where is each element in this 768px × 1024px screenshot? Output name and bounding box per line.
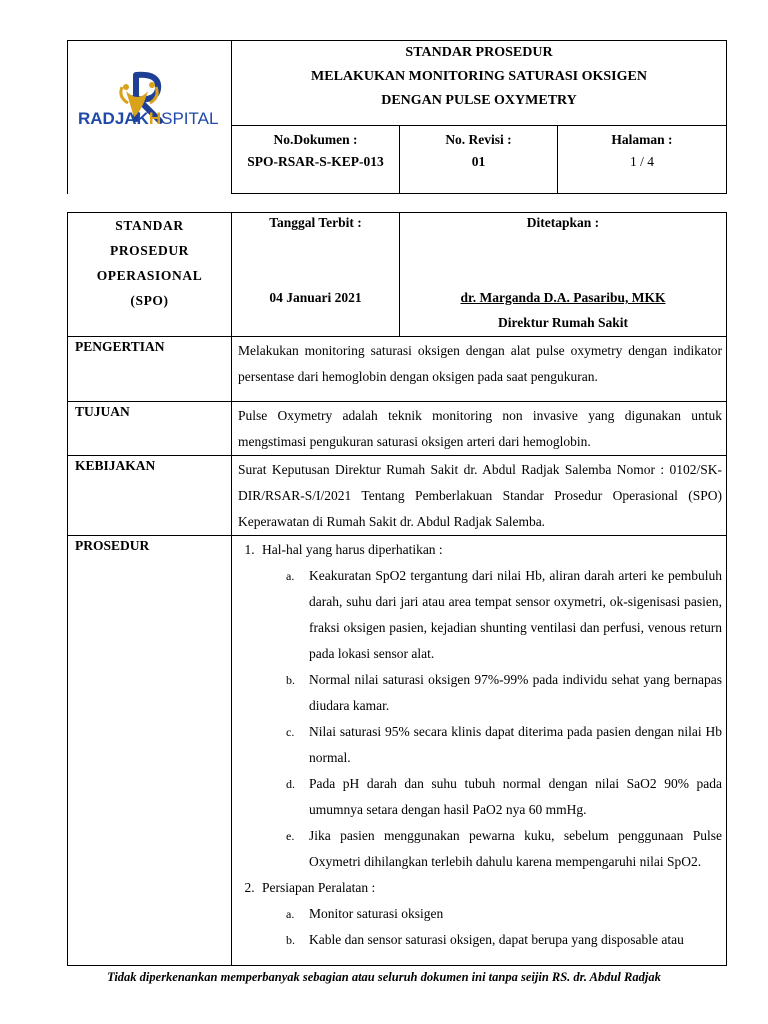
item-text: Nilai saturasi 95% secara klinis dapat diterima pada pasien dengan nilai Hb normal. — [309, 724, 722, 765]
page-cell — [558, 126, 727, 194]
item-mark: c. — [286, 725, 295, 739]
prosedur-content — [232, 536, 727, 966]
prosedur-label: PROSEDUR — [68, 536, 232, 966]
pengertian-text: Melakukan monitoring saturasi oksigen dengan alat pulse oxymetry dengan indikator persentase dari hemoglobin dengan oksigen pada saat pengukuran. — [232, 337, 727, 402]
item-text: Keakuratan SpO2 tergantung dari nilai Hb, aliran darah arteri ke pembuluh darah, suhu dari jari atau area tempat sensor oxymetri, ok-sigenisasi pasien, fraksi oksigen pasien, kejadian shunting ventilasi dan perfusi, venous return pada lokasi sensor alat. — [309, 568, 722, 661]
procedure-steps — [238, 537, 722, 953]
page-value: 1 / 4 — [629, 154, 654, 169]
list-item — [286, 901, 722, 927]
kebijakan-label: KEBIJAKAN — [68, 456, 232, 536]
body-table — [67, 212, 727, 966]
list-item — [286, 927, 722, 953]
list-item — [286, 823, 722, 875]
pengertian-label: PENGERTIAN — [68, 337, 232, 402]
doc-number-value: SPO-RSAR-S-KEP-013 — [247, 154, 384, 169]
procedure-step — [258, 537, 722, 875]
tujuan-label: TUJUAN — [68, 402, 232, 456]
footer-notice: Tidak diperkenankan memperbanyak sebagian atau seluruh dokumen ini tanpa seijin RS. dr. Abdul Radjak — [107, 970, 661, 984]
list-item — [286, 719, 722, 771]
tujuan-text: Pulse Oxymetry adalah teknik monitoring non invasive yang digunakan untuk mengstimasi pengukuran saturasi oksigen arteri dari hemoglobin. — [232, 402, 727, 456]
revision-label: No. Revisi : — [445, 132, 512, 147]
hospital-name-part3: SPITAL — [161, 109, 219, 128]
item-mark: b. — [286, 673, 295, 687]
item-mark: e. — [286, 829, 295, 843]
title-line-1: STANDAR PROSEDUR — [405, 45, 553, 60]
step-title: Hal-hal yang harus diperhatikan : — [262, 542, 443, 557]
step-items — [262, 563, 722, 875]
page-label: Halaman : — [611, 132, 673, 147]
doc-number-label: No.Dokumen : — [273, 132, 358, 147]
spo-line-1: STANDAR — [115, 218, 184, 233]
revision-value: 01 — [471, 154, 486, 169]
issue-date-value: 04 Januari 2021 — [269, 290, 362, 305]
list-item — [286, 563, 722, 667]
approval-cell — [400, 213, 727, 337]
item-text: Pada pH darah dan suhu tubuh normal dengan nilai SaO2 90% pada umumnya setara dengan hasil PaO2 nya 60 mmHg. — [309, 776, 722, 817]
item-text: Monitor saturasi oksigen — [309, 906, 444, 921]
issue-date-cell — [232, 213, 400, 337]
item-mark: a. — [286, 569, 295, 583]
item-text: Kable dan sensor saturasi oksigen, dapat berupa yang disposable atau — [309, 932, 684, 947]
item-mark: d. — [286, 777, 295, 791]
item-mark: b. — [286, 933, 295, 947]
hospital-name — [78, 109, 218, 129]
spo-line-4: (SPO) — [130, 293, 169, 308]
list-item — [286, 667, 722, 719]
revision-cell — [400, 126, 558, 194]
hospital-name-part2: H — [148, 109, 162, 128]
approver-name: dr. Marganda D.A. Pasaribu, MKK — [460, 290, 666, 305]
spo-cell — [68, 213, 232, 337]
logo-cell — [68, 41, 232, 194]
header-table — [67, 40, 727, 194]
item-mark: a. — [286, 907, 295, 921]
title-line-3: DENGAN PULSE OXYMETRY — [381, 93, 577, 108]
item-text: Normal nilai saturasi oksigen 97%-99% pada individu sehat yang bernapas diudara kamar. — [309, 672, 722, 713]
list-item — [286, 771, 722, 823]
step-items — [262, 901, 722, 953]
kebijakan-text: Surat Keputusan Direktur Rumah Sakit dr. Abdul Radjak Salemba Nomor : 0102/SK-DIR/RSAR-S/I/2021 Tentang Pemberlakuan Standar Prosedur Operasional (SPO) Keperawatan di Rumah Sakit dr. Abdul Radjak Salemba. — [232, 456, 727, 536]
item-text: Jika pasien menggunakan pewarna kuku, sebelum penggunaan Pulse Oxymetri dihilangkan terlebih dahulu karena mempengaruhi nilai SpO2. — [309, 828, 722, 869]
step-title: Persiapan Peralatan : — [262, 880, 376, 895]
hospital-name-part1: RADJAK — [78, 109, 149, 128]
approved-label: Ditetapkan : — [526, 215, 600, 230]
doc-number-cell — [232, 126, 400, 194]
title-line-2: MELAKUKAN MONITORING SATURASI OKSIGEN — [311, 69, 647, 84]
issue-date-label: Tanggal Terbit : — [269, 215, 362, 230]
spo-line-3: OPERASIONAL — [96, 268, 203, 283]
approver-title: Direktur Rumah Sakit — [497, 315, 629, 330]
procedure-step — [258, 875, 722, 953]
spo-line-2: PROSEDUR — [109, 243, 190, 258]
document-title-cell — [232, 41, 727, 126]
